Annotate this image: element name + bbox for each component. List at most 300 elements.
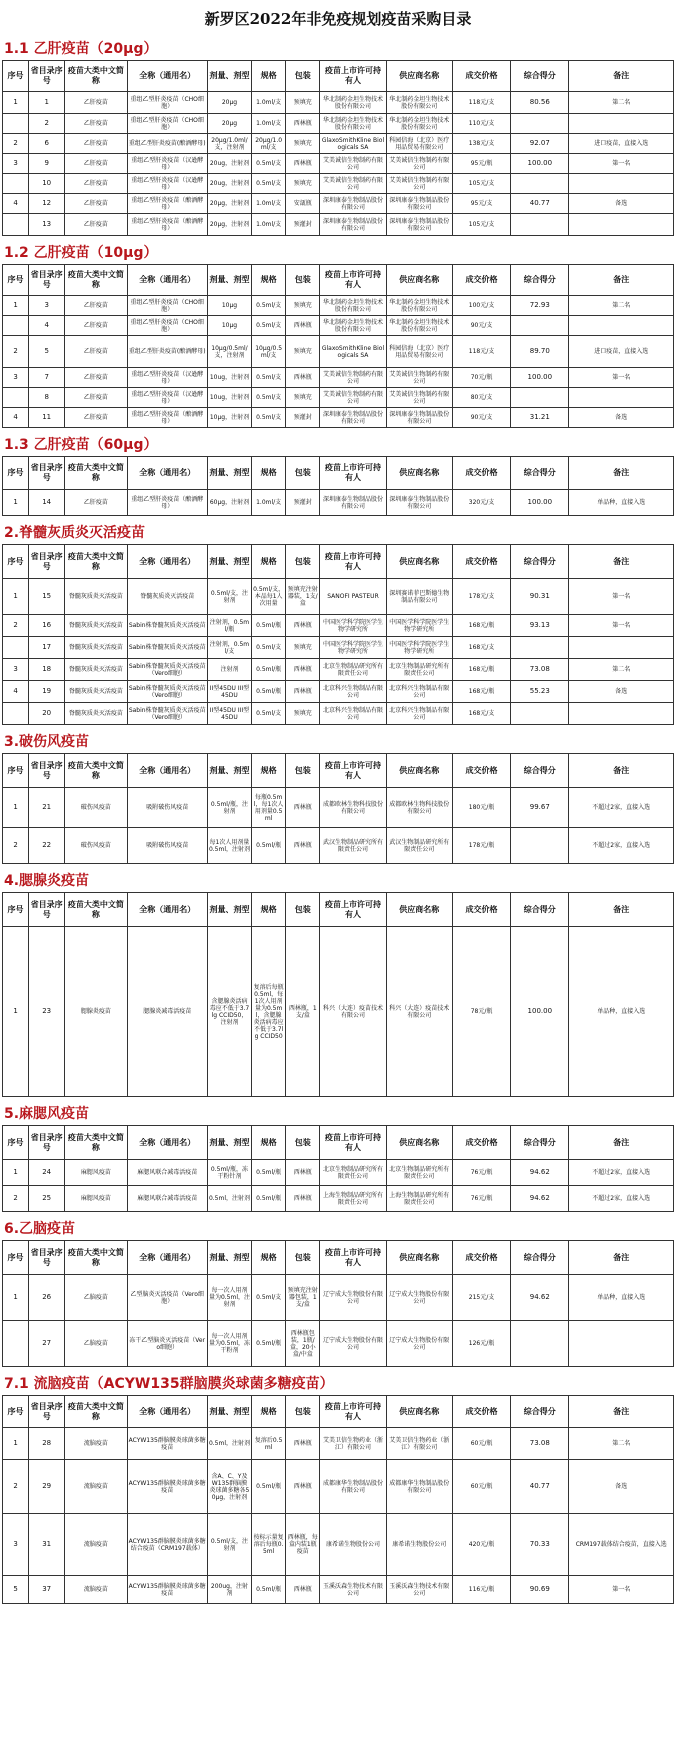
cell-remark: 进口疫苗，直接入选 (569, 134, 674, 154)
cell-catalog-no: 19 (29, 681, 65, 703)
table-row (3, 154, 674, 174)
table-row (3, 788, 674, 828)
cell-catalog-no: 20 (29, 703, 65, 725)
cell-index: 2 (3, 615, 29, 637)
header-remark: 备注 (569, 1241, 674, 1275)
cell-remark: 备选 (569, 194, 674, 214)
cell-supplier: 科兴（大连）疫苗技术有限公司 (386, 927, 452, 1097)
cell-category: 流脑疫苗 (65, 1514, 127, 1576)
cell-price: 168元/支 (452, 703, 510, 725)
header-price: 成交价格 (452, 1126, 510, 1160)
header-dose-form: 剂量、剂型 (207, 893, 251, 927)
header-score: 综合得分 (511, 61, 569, 92)
table-row (3, 316, 674, 336)
cell-price: 110元/支 (452, 114, 510, 134)
cell-dose-form: 10μg (207, 296, 251, 316)
cell-price: 180元/瓶 (452, 788, 510, 828)
header-supplier: 供应商名称 (386, 754, 452, 788)
cell-package: 预灌封 (286, 490, 320, 516)
header-supplier: 供应商名称 (386, 265, 452, 296)
cell-dose-form: 含腮腺炎活病毒应不低于3.7lg CCID50，注射剂 (207, 927, 251, 1097)
cell-full-name: 重组乙型肝炎疫苗(酿酒酵母) (127, 134, 207, 154)
cell-index: 1 (3, 296, 29, 316)
cell-supplier: 艾美诚信生物制药有限公司 (386, 174, 452, 194)
cell-dose-form: 0.5ml/瓶，冻干粉针剂 (207, 1160, 251, 1186)
header-catalog-no: 省目录序号 (29, 1126, 65, 1160)
header-index: 序号 (3, 1241, 29, 1275)
cell-dose-form: 20ug，注射剂 (207, 174, 251, 194)
cell-license-holder: 北京生物制品研究所有限责任公司 (320, 1160, 386, 1186)
cell-score: 40.77 (511, 1460, 569, 1514)
table-row (3, 114, 674, 134)
cell-remark: 第一名 (569, 154, 674, 174)
header-price: 成交价格 (452, 893, 510, 927)
cell-category: 乙肝疫苗 (65, 316, 127, 336)
cell-score (511, 828, 569, 864)
header-index: 序号 (3, 893, 29, 927)
header-full-name: 全称（通用名） (127, 545, 207, 579)
cell-category: 脊髓灰质炎灭活疫苗 (65, 703, 127, 725)
header-license-holder: 疫苗上市许可持有人 (320, 61, 386, 92)
cell-price: 60元/瓶 (452, 1428, 510, 1460)
cell-package: 西林瓶 (286, 615, 320, 637)
cell-package: 西林瓶 (286, 828, 320, 864)
cell-spec: 20μg/1.0ml/支 (252, 134, 286, 154)
cell-index: 3 (3, 368, 29, 388)
cell-remark: CRM197载体结合疫苗，直接入选 (569, 1514, 674, 1576)
cell-supplier: 北京生物制品研究所有限责任公司 (386, 1160, 452, 1186)
header-category: 疫苗大类中文简称 (65, 265, 127, 296)
table-row (3, 408, 674, 428)
cell-package: 西林瓶 (286, 1160, 320, 1186)
cell-remark: 进口疫苗，直接入选 (569, 336, 674, 368)
cell-spec: 0.5ml/瓶 (252, 1321, 286, 1367)
cell-index: 4 (3, 681, 29, 703)
cell-price: 168元/瓶 (452, 615, 510, 637)
cell-license-holder: 康希诺生物股份公司 (320, 1514, 386, 1576)
cell-catalog-no: 8 (29, 388, 65, 408)
header-package: 包装 (286, 893, 320, 927)
header-category: 疫苗大类中文简称 (65, 893, 127, 927)
header-spec: 规格 (252, 1241, 286, 1275)
table-row (3, 388, 674, 408)
cell-license-holder: 成都康华生物制品股份有限公司 (320, 1460, 386, 1514)
header-row (3, 1396, 674, 1428)
cell-full-name: 重组乙型肝炎疫苗（汉逊酵母） (127, 154, 207, 174)
cell-package: 预灌封 (286, 214, 320, 236)
table-row (3, 703, 674, 725)
cell-full-name: 重组乙型肝炎疫苗（酿酒酵母） (127, 194, 207, 214)
cell-price: 78元/瓶 (452, 927, 510, 1097)
table-row (3, 368, 674, 388)
cell-catalog-no: 23 (29, 927, 65, 1097)
cell-score: 93.13 (511, 615, 569, 637)
section-title: 1.1 乙肝疫苗（20μg） (4, 41, 158, 57)
section-title: 6.乙脑疫苗 (4, 1221, 76, 1237)
cell-score: 73.08 (511, 1428, 569, 1460)
header-score: 综合得分 (511, 1396, 569, 1428)
cell-price: 105元/支 (452, 174, 510, 194)
cell-remark: 第二名 (569, 659, 674, 681)
header-price: 成交价格 (452, 61, 510, 92)
vaccine-table (2, 544, 674, 725)
table-row (3, 659, 674, 681)
cell-license-holder: 辽宁成大生物股份有限公司 (320, 1275, 386, 1321)
cell-package: 西林瓶 (286, 681, 320, 703)
header-catalog-no: 省目录序号 (29, 265, 65, 296)
table-row (3, 336, 674, 368)
header-index: 序号 (3, 545, 29, 579)
cell-remark: 备选 (569, 681, 674, 703)
cell-full-name: 重组乙型肝炎疫苗（CHO细胞） (127, 316, 207, 336)
cell-score: 100.00 (511, 927, 569, 1097)
cell-license-holder: 艾美诚信生物制药有限公司 (320, 388, 386, 408)
cell-full-name: 重组乙型肝炎疫苗（汉逊酵母） (127, 388, 207, 408)
header-category: 疫苗大类中文简称 (65, 545, 127, 579)
cell-supplier: 艾美诚信生物制药有限公司 (386, 368, 452, 388)
table-row (3, 615, 674, 637)
cell-full-name: 重组乙型肝炎疫苗（酿酒酵母） (127, 408, 207, 428)
header-remark: 备注 (569, 265, 674, 296)
cell-license-holder: 深圳康泰生物制品股份有限公司 (320, 194, 386, 214)
cell-catalog-no: 4 (29, 316, 65, 336)
cell-spec: 按标示量复溶后每瓶0.5ml (252, 1514, 286, 1576)
header-dose-form: 剂量、剂型 (207, 1241, 251, 1275)
cell-full-name: 重组乙型肝炎疫苗（汉逊酵母） (127, 368, 207, 388)
cell-package: 西林瓶 (286, 154, 320, 174)
cell-catalog-no: 26 (29, 1275, 65, 1321)
cell-license-holder: 武汉生物制品研究所有限责任公司 (320, 828, 386, 864)
cell-supplier: 深圳康泰生物制品股份有限公司 (386, 490, 452, 516)
cell-spec: 0.5ml/支 (252, 703, 286, 725)
header-package: 包装 (286, 545, 320, 579)
cell-dose-form: 20μg (207, 114, 251, 134)
cell-category: 流脑疫苗 (65, 1460, 127, 1514)
cell-package: 预填充 (286, 336, 320, 368)
header-spec: 规格 (252, 265, 286, 296)
cell-supplier: 玉溪沃森生物技术有限公司 (386, 1576, 452, 1604)
cell-package: 预填充 (286, 134, 320, 154)
cell-index: 1 (3, 92, 29, 114)
cell-catalog-no: 22 (29, 828, 65, 864)
header-package: 包装 (286, 1126, 320, 1160)
cell-supplier: 艾美卫信生物药业（浙江）有限公司 (386, 1428, 452, 1460)
header-license-holder: 疫苗上市许可持有人 (320, 457, 386, 490)
header-license-holder: 疫苗上市许可持有人 (320, 545, 386, 579)
cell-remark: 单品种，直接入选 (569, 490, 674, 516)
cell-catalog-no: 6 (29, 134, 65, 154)
cell-score: 73.08 (511, 659, 569, 681)
cell-score: 94.62 (511, 1275, 569, 1321)
header-spec: 规格 (252, 457, 286, 490)
cell-category: 乙肝疫苗 (65, 214, 127, 236)
cell-package: 预填充 (286, 703, 320, 725)
cell-package: 西林瓶 (286, 1460, 320, 1514)
header-spec: 规格 (252, 61, 286, 92)
cell-dose-form: 注射剂，0.5ml/支 (207, 637, 251, 659)
table-row (3, 1428, 674, 1460)
header-spec: 规格 (252, 754, 286, 788)
header-supplier: 供应商名称 (386, 61, 452, 92)
cell-catalog-no: 5 (29, 336, 65, 368)
cell-full-name: ACYW135群脑膜炎球菌多糖疫苗 (127, 1460, 207, 1514)
cell-remark (569, 1321, 674, 1367)
header-category: 疫苗大类中文简称 (65, 61, 127, 92)
header-package: 包装 (286, 265, 320, 296)
cell-supplier: 辽宁成大生物股份有限公司 (386, 1321, 452, 1367)
cell-price: 100元/支 (452, 296, 510, 316)
cell-package: 预填充 (286, 92, 320, 114)
cell-dose-form: 注射剂，0.5ml/瓶 (207, 615, 251, 637)
cell-supplier: 华北制药金坦生物技术股份有限公司 (386, 114, 452, 134)
cell-license-holder: 华北制药金坦生物技术股份有限公司 (320, 316, 386, 336)
cell-catalog-no: 16 (29, 615, 65, 637)
cell-package: 西林瓶 (286, 1186, 320, 1212)
cell-spec: 复溶后每瓶0.5ml，每1次人用剂量为0.5ml，含腮腺炎活病毒应不低于3.7lg CCID50 (252, 927, 286, 1097)
vaccine-table (2, 1240, 674, 1367)
cell-supplier: 中国医学科学院医学生物学研究所 (386, 615, 452, 637)
header-catalog-no: 省目录序号 (29, 1241, 65, 1275)
cell-price: 126元/瓶 (452, 1321, 510, 1367)
header-index: 序号 (3, 61, 29, 92)
cell-category: 乙肝疫苗 (65, 490, 127, 516)
cell-score: 31.21 (511, 408, 569, 428)
cell-full-name: 脊髓灰质炎灭活疫苗 (127, 579, 207, 615)
cell-category: 乙肝疫苗 (65, 388, 127, 408)
cell-score: 80.56 (511, 92, 569, 114)
cell-remark (569, 174, 674, 194)
cell-index (3, 637, 29, 659)
cell-spec: 1.0ml/支 (252, 194, 286, 214)
header-license-holder: 疫苗上市许可持有人 (320, 754, 386, 788)
cell-license-holder: 成都欧林生物科技股份有限公司 (320, 788, 386, 828)
cell-remark: 第一名 (569, 579, 674, 615)
cell-index (3, 316, 29, 336)
cell-full-name: Sabin株脊髓灰质炎灭活疫苗（Vero细胞） (127, 681, 207, 703)
cell-score: 100.00 (511, 490, 569, 516)
table-row (3, 637, 674, 659)
cell-package: 西林瓶 (286, 1428, 320, 1460)
cell-supplier: 深圳康泰生物制品股份有限公司 (386, 194, 452, 214)
cell-spec: 0.5ml/支 (252, 368, 286, 388)
cell-price: 90元/支 (452, 316, 510, 336)
cell-spec: 0.5ml/瓶 (252, 615, 286, 637)
cell-spec: 10μg/0.5ml/支 (252, 336, 286, 368)
cell-full-name: Sabin株脊髓灰质炎灭活疫苗（Vero细胞） (127, 703, 207, 725)
cell-score: 94.62 (511, 1160, 569, 1186)
cell-package: 预填充注射器装，1支/盒 (286, 579, 320, 615)
cell-full-name: 重组乙型肝炎疫苗（CHO细胞） (127, 296, 207, 316)
cell-remark (569, 114, 674, 134)
cell-remark: 第一名 (569, 368, 674, 388)
cell-dose-form: 10ug，注射剂 (207, 388, 251, 408)
cell-supplier: 科园信海（北京）医疗用品贸易有限公司 (386, 336, 452, 368)
header-index: 序号 (3, 265, 29, 296)
cell-category: 乙肝疫苗 (65, 154, 127, 174)
header-price: 成交价格 (452, 457, 510, 490)
cell-index: 2 (3, 828, 29, 864)
cell-dose-form: 0.5ml/瓶，注射剂 (207, 788, 251, 828)
cell-dose-form: 20μg，注射剂 (207, 214, 251, 236)
header-full-name: 全称（通用名） (127, 61, 207, 92)
cell-spec: 0.5ml/瓶 (252, 1160, 286, 1186)
cell-full-name: 重组乙型肝炎疫苗（酿酒酵母） (127, 490, 207, 516)
cell-category: 乙肝疫苗 (65, 92, 127, 114)
cell-license-holder: 华北制药金坦生物技术股份有限公司 (320, 92, 386, 114)
table-row (3, 1514, 674, 1576)
header-row (3, 754, 674, 788)
header-package: 包装 (286, 754, 320, 788)
cell-package: 西林瓶 (286, 368, 320, 388)
cell-full-name: ACYW135群脑膜炎球菌多糖结合疫苗（CRM197载体） (127, 1514, 207, 1576)
cell-dose-form: 20μg，注射剂 (207, 194, 251, 214)
cell-score: 90.31 (511, 579, 569, 615)
cell-package: 预灌封 (286, 408, 320, 428)
cell-catalog-no: 7 (29, 368, 65, 388)
cell-full-name: 重组乙型肝炎疫苗（CHO细胞） (127, 114, 207, 134)
cell-index: 1 (3, 579, 29, 615)
cell-package: 安瓿瓶 (286, 194, 320, 214)
header-row (3, 1126, 674, 1160)
cell-dose-form: 每一次人用剂量为0.5ml，注射剂 (207, 1275, 251, 1321)
cell-supplier: 艾美诚信生物制药有限公司 (386, 388, 452, 408)
header-license-holder: 疫苗上市许可持有人 (320, 1241, 386, 1275)
cell-dose-form: 0.5ml，注射剂 (207, 1428, 251, 1460)
header-score: 综合得分 (511, 545, 569, 579)
cell-index: 1 (3, 788, 29, 828)
header-remark: 备注 (569, 1396, 674, 1428)
vaccine-table (2, 456, 674, 516)
cell-supplier: 科园信海（北京）医疗用品贸易有限公司 (386, 134, 452, 154)
cell-spec: 1.0ml/支 (252, 92, 286, 114)
section-title: 5.麻腮风疫苗 (4, 1106, 90, 1122)
table-row (3, 1576, 674, 1604)
cell-dose-form: 0.5ml/支，注射剂 (207, 579, 251, 615)
cell-supplier: 深圳康泰生物制品股份有限公司 (386, 214, 452, 236)
vaccine-table (2, 753, 674, 864)
cell-remark: 备选 (569, 1460, 674, 1514)
header-row (3, 1241, 674, 1275)
cell-index: 3 (3, 1514, 29, 1576)
header-spec: 规格 (252, 545, 286, 579)
cell-catalog-no: 11 (29, 408, 65, 428)
cell-catalog-no: 10 (29, 174, 65, 194)
cell-catalog-no: 28 (29, 1428, 65, 1460)
header-score: 综合得分 (511, 1241, 569, 1275)
header-dose-form: 剂量、剂型 (207, 265, 251, 296)
cell-full-name: ACYW135群脑膜炎球菌多糖疫苗 (127, 1576, 207, 1604)
header-index: 序号 (3, 457, 29, 490)
cell-spec: 0.5ml/瓶 (252, 828, 286, 864)
header-catalog-no: 省目录序号 (29, 1396, 65, 1428)
table-row (3, 1275, 674, 1321)
cell-catalog-no: 21 (29, 788, 65, 828)
header-category: 疫苗大类中文简称 (65, 754, 127, 788)
cell-index (3, 174, 29, 194)
cell-category: 脊髓灰质炎灭活疫苗 (65, 579, 127, 615)
cell-index: 2 (3, 336, 29, 368)
cell-supplier: 成都欧林生物科技股份有限公司 (386, 788, 452, 828)
cell-license-holder: 北京生物制品研究所有限责任公司 (320, 659, 386, 681)
table-row (3, 681, 674, 703)
header-license-holder: 疫苗上市许可持有人 (320, 1126, 386, 1160)
cell-package: 西林瓶 (286, 316, 320, 336)
cell-category: 乙肝疫苗 (65, 194, 127, 214)
header-full-name: 全称（通用名） (127, 1126, 207, 1160)
cell-remark: 备选 (569, 408, 674, 428)
document-title: 新罗区2022年非免疫规划疫苗采购目录 (204, 10, 472, 28)
cell-license-holder: 深圳康泰生物制品股份有限公司 (320, 214, 386, 236)
header-dose-form: 剂量、剂型 (207, 545, 251, 579)
cell-supplier: 华北制药金坦生物技术股份有限公司 (386, 316, 452, 336)
cell-full-name: 麻腮风联合减毒活疫苗 (127, 1160, 207, 1186)
cell-dose-form: 10μg，注射剂 (207, 408, 251, 428)
cell-license-holder: 北京科兴生物制品有限公司 (320, 681, 386, 703)
cell-spec: 0.5ml/瓶 (252, 1186, 286, 1212)
header-spec: 规格 (252, 1126, 286, 1160)
cell-license-holder: 北京科兴生物制品有限公司 (320, 703, 386, 725)
header-catalog-no: 省目录序号 (29, 893, 65, 927)
cell-price: 116元/瓶 (452, 1576, 510, 1604)
cell-index: 1 (3, 1160, 29, 1186)
cell-supplier: 深圳康泰生物制品股份有限公司 (386, 408, 452, 428)
header-full-name: 全称（通用名） (127, 754, 207, 788)
header-catalog-no: 省目录序号 (29, 545, 65, 579)
cell-category: 乙脑疫苗 (65, 1275, 127, 1321)
cell-dose-form: 每一次人用剂量为0.5ml，冻干粉剂 (207, 1321, 251, 1367)
section-title: 4.腮腺炎疫苗 (4, 873, 90, 889)
cell-index (3, 1321, 29, 1367)
cell-full-name: 重组乙型肝炎疫苗（汉逊酵母） (127, 174, 207, 194)
cell-license-holder: 深圳康泰生物制品股份有限公司 (320, 408, 386, 428)
header-package: 包装 (286, 1396, 320, 1428)
cell-catalog-no: 31 (29, 1514, 65, 1576)
cell-full-name: Sabin株脊髓灰质炎灭活疫苗（Vero细胞） (127, 659, 207, 681)
table-row (3, 927, 674, 1097)
cell-category: 流脑疫苗 (65, 1428, 127, 1460)
cell-full-name: 冻干乙型脑炎灭活疫苗（Vero细胞） (127, 1321, 207, 1367)
cell-price: 76元/瓶 (452, 1160, 510, 1186)
cell-spec: 0.5ml/瓶 (252, 659, 286, 681)
cell-price: 215元/支 (452, 1275, 510, 1321)
cell-index: 1 (3, 490, 29, 516)
cell-dose-form: 每1次人用剂量0.5ml，注射剂 (207, 828, 251, 864)
cell-price: 118元/支 (452, 92, 510, 114)
cell-dose-form: 0.5ml/支，注射剂 (207, 1514, 251, 1576)
cell-full-name: 麻腮风联合减毒活疫苗 (127, 1186, 207, 1212)
cell-category: 流脑疫苗 (65, 1576, 127, 1604)
cell-score: 100.00 (511, 368, 569, 388)
cell-price: 80元/支 (452, 388, 510, 408)
cell-price: 178元/瓶 (452, 828, 510, 864)
cell-package: 预填充注射器包装，1支/盒 (286, 1275, 320, 1321)
cell-score: 72.93 (511, 296, 569, 316)
header-remark: 备注 (569, 457, 674, 490)
cell-supplier: 上海生物制品研究所有限责任公司 (386, 1186, 452, 1212)
cell-catalog-no: 27 (29, 1321, 65, 1367)
cell-license-holder: 辽宁成大生物股份有限公司 (320, 1321, 386, 1367)
cell-supplier: 北京生物制品研究所有限责任公司 (386, 659, 452, 681)
header-full-name: 全称（通用名） (127, 893, 207, 927)
cell-catalog-no: 13 (29, 214, 65, 236)
cell-full-name: Sabin株脊髓灰质炎灭活疫苗 (127, 615, 207, 637)
cell-index: 1 (3, 1428, 29, 1460)
cell-license-holder: GlaxoSmithKline Biologicals SA (320, 134, 386, 154)
cell-remark: 不超过2家，直接入选 (569, 1186, 674, 1212)
header-license-holder: 疫苗上市许可持有人 (320, 1396, 386, 1428)
cell-dose-form: 10ug，注射剂 (207, 368, 251, 388)
cell-license-holder: GlaxoSmithKline Biologicals SA (320, 336, 386, 368)
